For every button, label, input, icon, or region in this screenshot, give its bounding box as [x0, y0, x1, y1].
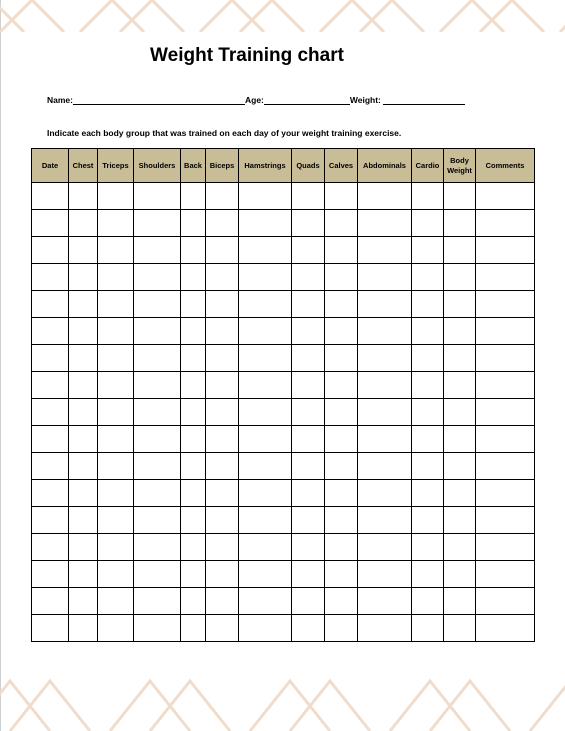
cell-comments[interactable] — [476, 318, 535, 345]
cell-shoulders[interactable] — [134, 345, 181, 372]
cell-abdominals[interactable] — [358, 210, 412, 237]
cell-biceps[interactable] — [206, 291, 239, 318]
cell-back[interactable] — [181, 210, 206, 237]
cell-calves[interactable] — [325, 507, 358, 534]
cell-abdominals[interactable] — [358, 507, 412, 534]
table-row — [32, 210, 535, 237]
cell-calves[interactable] — [325, 588, 358, 615]
cell-biceps[interactable] — [206, 534, 239, 561]
cell-date[interactable] — [32, 426, 69, 453]
cell-hamstrings[interactable] — [239, 561, 292, 588]
cell-triceps[interactable] — [98, 534, 134, 561]
cell-quads[interactable] — [292, 561, 325, 588]
cell-date[interactable] — [32, 507, 69, 534]
cell-cardio[interactable] — [412, 507, 444, 534]
cell-date[interactable] — [32, 318, 69, 345]
cell-biceps[interactable] — [206, 426, 239, 453]
cell-triceps[interactable] — [98, 507, 134, 534]
cell-shoulders[interactable] — [134, 480, 181, 507]
table-row — [32, 588, 535, 615]
cell-quads[interactable] — [292, 507, 325, 534]
cell-biceps[interactable] — [206, 237, 239, 264]
column-header-cardio: Cardio — [412, 149, 444, 183]
age-field[interactable] — [264, 95, 350, 105]
cell-triceps[interactable] — [98, 318, 134, 345]
cell-shoulders[interactable] — [134, 372, 181, 399]
cell-comments[interactable] — [476, 183, 535, 210]
cell-shoulders[interactable] — [134, 183, 181, 210]
table-row — [32, 372, 535, 399]
column-header-chest: Chest — [69, 149, 98, 183]
column-header-biceps: Biceps — [206, 149, 239, 183]
cell-hamstrings[interactable] — [239, 318, 292, 345]
cell-chest[interactable] — [69, 264, 98, 291]
cell-calves[interactable] — [325, 399, 358, 426]
column-header-hamstrings: Hamstrings — [239, 149, 292, 183]
cell-biceps[interactable] — [206, 345, 239, 372]
cell-calves[interactable] — [325, 183, 358, 210]
info-form-line — [47, 95, 465, 105]
cell-back[interactable] — [181, 588, 206, 615]
decorative-chevron-pattern-bottom — [0, 676, 565, 731]
cell-cardio[interactable] — [412, 210, 444, 237]
cell-calves[interactable] — [325, 210, 358, 237]
cell-abdominals[interactable] — [358, 615, 412, 642]
cell-date[interactable] — [32, 210, 69, 237]
cell-chest[interactable] — [69, 183, 98, 210]
column-header-triceps: Triceps — [98, 149, 134, 183]
table-row — [32, 453, 535, 480]
cell-chest[interactable] — [69, 210, 98, 237]
cell-quads[interactable] — [292, 372, 325, 399]
cell-cardio[interactable] — [412, 345, 444, 372]
cell-comments[interactable] — [476, 615, 535, 642]
cell-biceps[interactable] — [206, 264, 239, 291]
cell-biceps[interactable] — [206, 588, 239, 615]
cell-triceps[interactable] — [98, 372, 134, 399]
cell-abdominals[interactable] — [358, 183, 412, 210]
cell-cardio[interactable] — [412, 426, 444, 453]
cell-cardio[interactable] — [412, 318, 444, 345]
cell-chest[interactable] — [69, 615, 98, 642]
cell-chest[interactable] — [69, 318, 98, 345]
cell-body-weight[interactable] — [444, 318, 476, 345]
table-row — [32, 318, 535, 345]
cell-body-weight[interactable] — [444, 426, 476, 453]
cell-comments[interactable] — [476, 264, 535, 291]
table-row — [32, 183, 535, 210]
cell-quads[interactable] — [292, 480, 325, 507]
table-body — [32, 183, 535, 642]
cell-date[interactable] — [32, 453, 69, 480]
cell-triceps[interactable] — [98, 345, 134, 372]
table-row — [32, 264, 535, 291]
cell-shoulders[interactable] — [134, 561, 181, 588]
column-header-body-weight: Body Weight — [444, 149, 476, 183]
cell-body-weight[interactable] — [444, 345, 476, 372]
cell-hamstrings[interactable] — [239, 264, 292, 291]
cell-cardio[interactable] — [412, 264, 444, 291]
cell-cardio[interactable] — [412, 399, 444, 426]
cell-date[interactable] — [32, 183, 69, 210]
cell-shoulders[interactable] — [134, 318, 181, 345]
cell-calves[interactable] — [325, 264, 358, 291]
weight-field[interactable] — [383, 95, 465, 105]
cell-chest[interactable] — [69, 588, 98, 615]
cell-calves[interactable] — [325, 318, 358, 345]
table-row — [32, 480, 535, 507]
cell-quads[interactable] — [292, 237, 325, 264]
cell-quads[interactable] — [292, 588, 325, 615]
cell-date[interactable] — [32, 534, 69, 561]
cell-quads[interactable] — [292, 453, 325, 480]
cell-calves[interactable] — [325, 453, 358, 480]
cell-shoulders[interactable] — [134, 399, 181, 426]
cell-triceps[interactable] — [98, 561, 134, 588]
cell-biceps[interactable] — [206, 372, 239, 399]
cell-body-weight[interactable] — [444, 291, 476, 318]
cell-chest[interactable] — [69, 399, 98, 426]
cell-abdominals[interactable] — [358, 426, 412, 453]
cell-cardio[interactable] — [412, 183, 444, 210]
cell-body-weight[interactable] — [444, 480, 476, 507]
table-row — [32, 507, 535, 534]
table-row — [32, 426, 535, 453]
cell-chest[interactable] — [69, 453, 98, 480]
cell-shoulders[interactable] — [134, 453, 181, 480]
cell-body-weight[interactable] — [444, 210, 476, 237]
cell-comments[interactable] — [476, 345, 535, 372]
cell-hamstrings[interactable] — [239, 291, 292, 318]
weight-label: Weight: — [349, 95, 384, 105]
cell-quads[interactable] — [292, 615, 325, 642]
cell-cardio[interactable] — [412, 372, 444, 399]
cell-hamstrings[interactable] — [239, 183, 292, 210]
name-label: Name: — [47, 95, 73, 105]
cell-abdominals[interactable] — [358, 588, 412, 615]
cell-hamstrings[interactable] — [239, 399, 292, 426]
cell-calves[interactable] — [325, 291, 358, 318]
cell-comments[interactable] — [476, 588, 535, 615]
cell-hamstrings[interactable] — [239, 588, 292, 615]
column-header-quads: Quads — [292, 149, 325, 183]
cell-body-weight[interactable] — [444, 588, 476, 615]
cell-quads[interactable] — [292, 318, 325, 345]
cell-biceps[interactable] — [206, 210, 239, 237]
cell-chest[interactable] — [69, 372, 98, 399]
cell-abdominals[interactable] — [358, 480, 412, 507]
cell-calves[interactable] — [325, 237, 358, 264]
cell-abdominals[interactable] — [358, 291, 412, 318]
cell-triceps[interactable] — [98, 291, 134, 318]
cell-comments[interactable] — [476, 453, 535, 480]
cell-comments[interactable] — [476, 426, 535, 453]
cell-back[interactable] — [181, 453, 206, 480]
cell-hamstrings[interactable] — [239, 210, 292, 237]
cell-quads[interactable] — [292, 210, 325, 237]
name-field[interactable] — [73, 95, 245, 105]
cell-triceps[interactable] — [98, 615, 134, 642]
cell-shoulders[interactable] — [134, 264, 181, 291]
cell-hamstrings[interactable] — [239, 453, 292, 480]
cell-shoulders[interactable] — [134, 588, 181, 615]
cell-abdominals[interactable] — [358, 372, 412, 399]
cell-comments[interactable] — [476, 291, 535, 318]
cell-calves[interactable] — [325, 372, 358, 399]
cell-biceps[interactable] — [206, 561, 239, 588]
cell-back[interactable] — [181, 561, 206, 588]
cell-body-weight[interactable] — [444, 237, 476, 264]
cell-chest[interactable] — [69, 345, 98, 372]
column-header-comments: Comments — [476, 149, 535, 183]
cell-quads[interactable] — [292, 534, 325, 561]
cell-comments[interactable] — [476, 480, 535, 507]
cell-body-weight[interactable] — [444, 183, 476, 210]
cell-triceps[interactable] — [98, 453, 134, 480]
cell-comments[interactable] — [476, 534, 535, 561]
cell-quads[interactable] — [292, 426, 325, 453]
table-row — [32, 534, 535, 561]
column-header-abdominals: Abdominals — [358, 149, 412, 183]
cell-comments[interactable] — [476, 399, 535, 426]
cell-biceps[interactable] — [206, 615, 239, 642]
cell-body-weight[interactable] — [444, 561, 476, 588]
cell-back[interactable] — [181, 372, 206, 399]
table-row — [32, 291, 535, 318]
cell-hamstrings[interactable] — [239, 480, 292, 507]
cell-shoulders[interactable] — [134, 210, 181, 237]
cell-cardio[interactable] — [412, 588, 444, 615]
age-label: Age: — [244, 95, 264, 105]
cell-shoulders[interactable] — [134, 291, 181, 318]
decorative-chevron-pattern-top — [0, 0, 565, 32]
table-row — [32, 345, 535, 372]
page-left-border — [0, 0, 1, 731]
cell-biceps[interactable] — [206, 453, 239, 480]
cell-calves[interactable] — [325, 426, 358, 453]
cell-hamstrings[interactable] — [239, 507, 292, 534]
cell-date[interactable] — [32, 615, 69, 642]
column-header-calves: Calves — [325, 149, 358, 183]
cell-triceps[interactable] — [98, 183, 134, 210]
cell-date[interactable] — [32, 480, 69, 507]
cell-hamstrings[interactable] — [239, 534, 292, 561]
cell-chest[interactable] — [69, 480, 98, 507]
table-header-row — [32, 149, 535, 183]
cell-comments[interactable] — [476, 372, 535, 399]
cell-back[interactable] — [181, 318, 206, 345]
cell-calves[interactable] — [325, 534, 358, 561]
cell-date[interactable] — [32, 264, 69, 291]
cell-abdominals[interactable] — [358, 345, 412, 372]
cell-back[interactable] — [181, 183, 206, 210]
cell-body-weight[interactable] — [444, 453, 476, 480]
cell-body-weight[interactable] — [444, 507, 476, 534]
cell-date[interactable] — [32, 291, 69, 318]
cell-abdominals[interactable] — [358, 399, 412, 426]
column-header-back: Back — [181, 149, 206, 183]
page-title: Weight Training chart — [150, 45, 344, 66]
cell-quads[interactable] — [292, 183, 325, 210]
cell-abdominals[interactable] — [358, 561, 412, 588]
cell-comments[interactable] — [476, 561, 535, 588]
instructions-text: Indicate each body group that was trained on each day of your weight training exercise. — [47, 128, 402, 138]
cell-cardio[interactable] — [412, 480, 444, 507]
cell-biceps[interactable] — [206, 480, 239, 507]
cell-cardio[interactable] — [412, 615, 444, 642]
cell-date[interactable] — [32, 561, 69, 588]
cell-cardio[interactable] — [412, 534, 444, 561]
cell-back[interactable] — [181, 291, 206, 318]
cell-abdominals[interactable] — [358, 534, 412, 561]
cell-back[interactable] — [181, 264, 206, 291]
cell-shoulders[interactable] — [134, 237, 181, 264]
cell-calves[interactable] — [325, 480, 358, 507]
cell-shoulders[interactable] — [134, 426, 181, 453]
cell-cardio[interactable] — [412, 561, 444, 588]
cell-body-weight[interactable] — [444, 264, 476, 291]
cell-back[interactable] — [181, 345, 206, 372]
cell-comments[interactable] — [476, 210, 535, 237]
cell-back[interactable] — [181, 507, 206, 534]
cell-abdominals[interactable] — [358, 318, 412, 345]
cell-quads[interactable] — [292, 291, 325, 318]
cell-back[interactable] — [181, 480, 206, 507]
cell-triceps[interactable] — [98, 426, 134, 453]
cell-quads[interactable] — [292, 264, 325, 291]
cell-calves[interactable] — [325, 615, 358, 642]
cell-body-weight[interactable] — [444, 534, 476, 561]
column-header-date: Date — [32, 149, 69, 183]
cell-date[interactable] — [32, 399, 69, 426]
cell-triceps[interactable] — [98, 399, 134, 426]
cell-shoulders[interactable] — [134, 534, 181, 561]
cell-quads[interactable] — [292, 399, 325, 426]
cell-hamstrings[interactable] — [239, 237, 292, 264]
cell-cardio[interactable] — [412, 453, 444, 480]
cell-hamstrings[interactable] — [239, 615, 292, 642]
cell-chest[interactable] — [69, 561, 98, 588]
cell-comments[interactable] — [476, 507, 535, 534]
cell-body-weight[interactable] — [444, 615, 476, 642]
cell-quads[interactable] — [292, 345, 325, 372]
cell-body-weight[interactable] — [444, 399, 476, 426]
cell-triceps[interactable] — [98, 480, 134, 507]
cell-triceps[interactable] — [98, 237, 134, 264]
cell-hamstrings[interactable] — [239, 426, 292, 453]
cell-date[interactable] — [32, 345, 69, 372]
cell-biceps[interactable] — [206, 183, 239, 210]
cell-triceps[interactable] — [98, 210, 134, 237]
column-header-shoulders: Shoulders — [134, 149, 181, 183]
cell-shoulders[interactable] — [134, 507, 181, 534]
cell-shoulders[interactable] — [134, 615, 181, 642]
cell-back[interactable] — [181, 426, 206, 453]
cell-triceps[interactable] — [98, 264, 134, 291]
table-row — [32, 237, 535, 264]
cell-abdominals[interactable] — [358, 237, 412, 264]
cell-hamstrings[interactable] — [239, 345, 292, 372]
cell-date[interactable] — [32, 588, 69, 615]
cell-triceps[interactable] — [98, 588, 134, 615]
cell-chest[interactable] — [69, 507, 98, 534]
cell-biceps[interactable] — [206, 318, 239, 345]
cell-back[interactable] — [181, 399, 206, 426]
cell-calves[interactable] — [325, 345, 358, 372]
cell-body-weight[interactable] — [444, 372, 476, 399]
table-row — [32, 561, 535, 588]
cell-back[interactable] — [181, 237, 206, 264]
cell-hamstrings[interactable] — [239, 372, 292, 399]
cell-abdominals[interactable] — [358, 264, 412, 291]
table-row — [32, 615, 535, 642]
cell-chest[interactable] — [69, 237, 98, 264]
cell-biceps[interactable] — [206, 399, 239, 426]
table-row — [32, 399, 535, 426]
cell-cardio[interactable] — [412, 237, 444, 264]
cell-chest[interactable] — [69, 534, 98, 561]
cell-back[interactable] — [181, 534, 206, 561]
cell-chest[interactable] — [69, 291, 98, 318]
cell-cardio[interactable] — [412, 291, 444, 318]
cell-chest[interactable] — [69, 426, 98, 453]
cell-date[interactable] — [32, 372, 69, 399]
cell-back[interactable] — [181, 615, 206, 642]
cell-date[interactable] — [32, 237, 69, 264]
cell-calves[interactable] — [325, 561, 358, 588]
weight-training-table — [31, 148, 535, 642]
cell-comments[interactable] — [476, 237, 535, 264]
cell-biceps[interactable] — [206, 507, 239, 534]
cell-abdominals[interactable] — [358, 453, 412, 480]
